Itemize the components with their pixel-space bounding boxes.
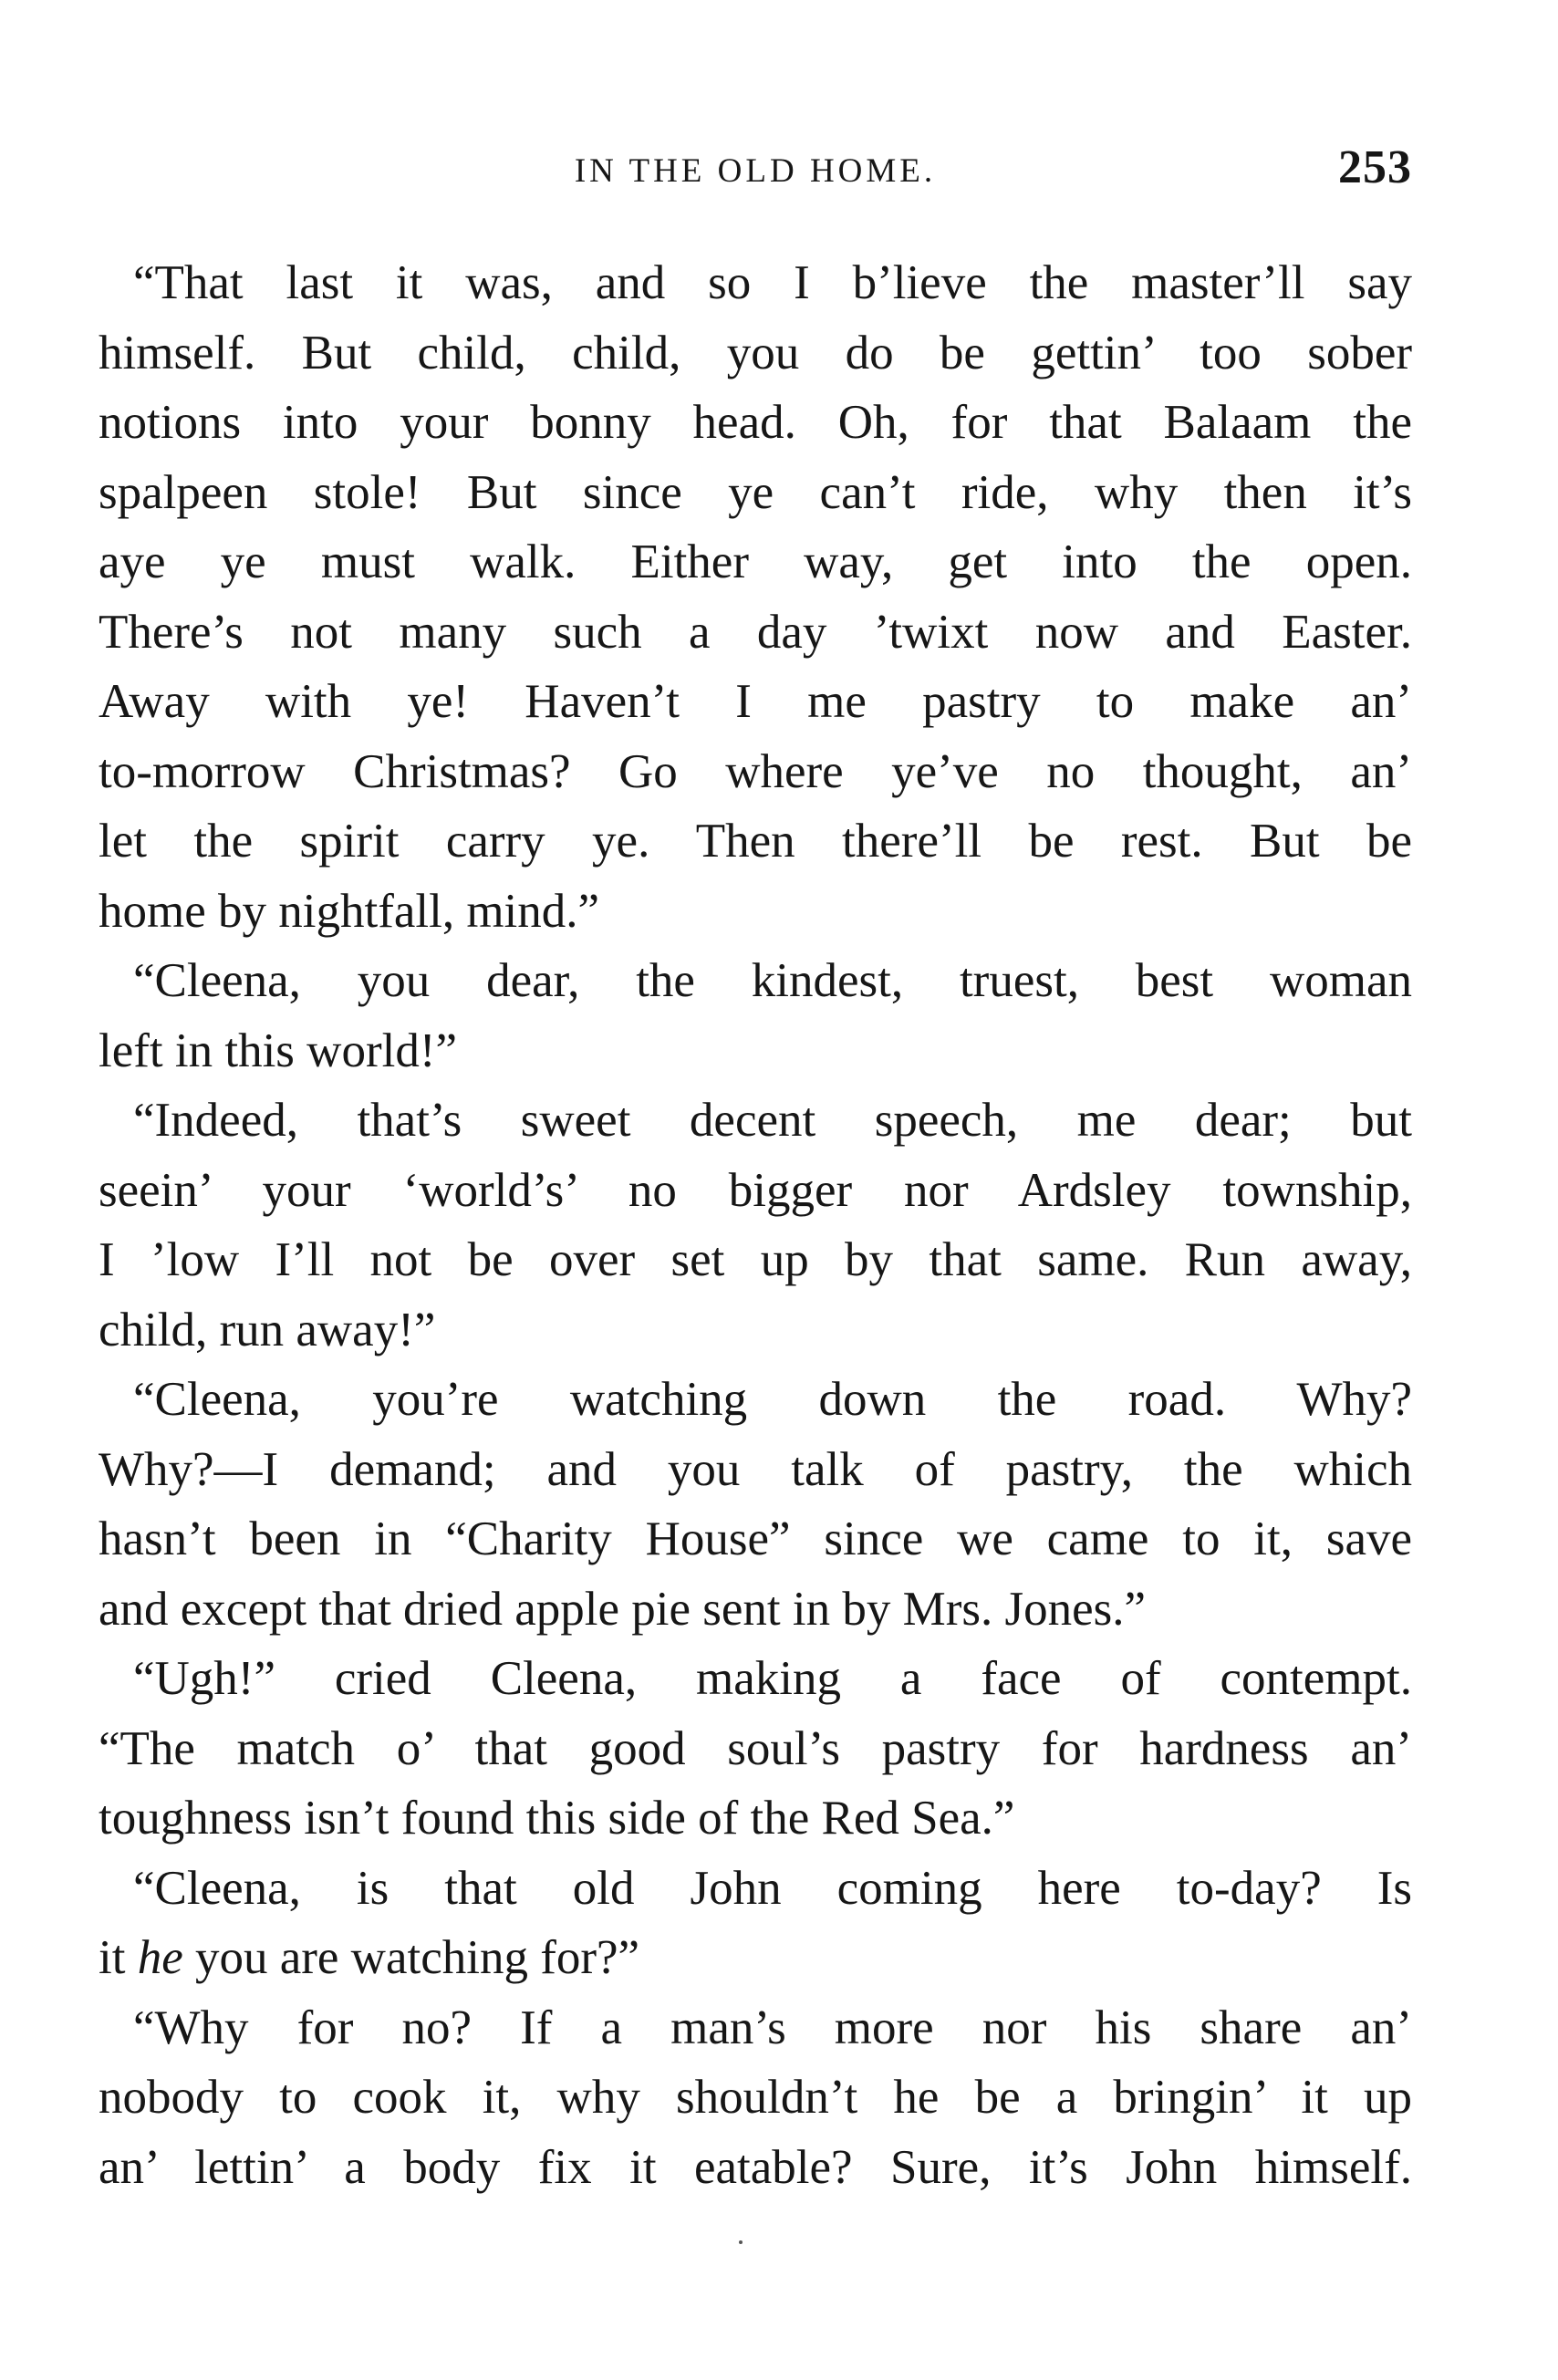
text-line: Why?—I demand; and you talk of pastry, the which (99, 1442, 1412, 1496)
text-line: “Cleena, is that old John coming here to-day? Is (133, 1861, 1412, 1915)
text-line: “Cleena, you dear, the kindest, truest, best woman (133, 954, 1412, 1007)
text-line: let the spirit carry ye. Then there’ll be rest. But be (99, 815, 1412, 868)
text-segment: you are watching for?” (182, 1931, 640, 1984)
text-line: “Why for no? If a man’s more nor his share an’ (133, 2001, 1412, 2054)
text-line: “That last it was, and so I b’lieve the master’ll say (133, 256, 1412, 309)
text-line: notions into your bonny head. Oh, for that Balaam the (99, 396, 1412, 449)
text-line: seein’ your ‘world’s’ no bigger nor Ardsley township, (99, 1163, 1412, 1217)
text-line: “Ugh!” cried Cleena, making a face of contempt. (133, 1652, 1412, 1705)
text-line: toughness isn’t found this side of the Red Sea.” (99, 1792, 1015, 1845)
italic-word: he (137, 1931, 183, 1984)
text-line: I ’low I’ll not be over set up by that same. Run away, (99, 1233, 1412, 1286)
print-speck (739, 2240, 743, 2244)
text-line (99, 1923, 1412, 1993)
text-line: home by nightfall, mind.” (99, 884, 600, 938)
text-line: Away with ye! Haven’t I me pastry to make an’ (99, 675, 1412, 728)
text-line: There’s not many such a day ’twixt now and Easter. (99, 605, 1412, 659)
text-line: child, run away!” (99, 1303, 436, 1356)
text-line: hasn’t been in “Charity House” since we came to it, save (99, 1512, 1412, 1565)
text-line: nobody to cook it, why shouldn’t he be a bringin’ it up (99, 2071, 1412, 2124)
text-segment: it (99, 1931, 138, 1984)
text-line: aye ye must walk. Either way, get into the open. (99, 535, 1412, 588)
text-line: “The match o’ that good soul’s pastry for hardness an’ (99, 1721, 1412, 1775)
body-text (99, 248, 1412, 2202)
text-line: himself. But child, child, you do be gettin’ too sober (99, 326, 1412, 379)
text-line: and except that dried apple pie sent in by Mrs. Jones.” (99, 1582, 1147, 1636)
text-line: to-morrow Christmas? Go where ye’ve no thought, an’ (99, 744, 1412, 798)
running-title: IN THE OLD HOME. (574, 152, 937, 190)
running-head (99, 137, 1412, 210)
text-line: spalpeen stole! But since ye can’t ride, why then it’s (99, 465, 1412, 519)
text-line: “Indeed, that’s sweet decent speech, me dear; but (133, 1094, 1412, 1147)
text-line: left in this world!” (99, 1024, 457, 1077)
text-line: “Cleena, you’re watching down the road. Why? (133, 1373, 1412, 1426)
page-number: 253 (1338, 141, 1412, 193)
text-line: an’ lettin’ a body fix it eatable? Sure, it’s John himself. (99, 2140, 1412, 2194)
